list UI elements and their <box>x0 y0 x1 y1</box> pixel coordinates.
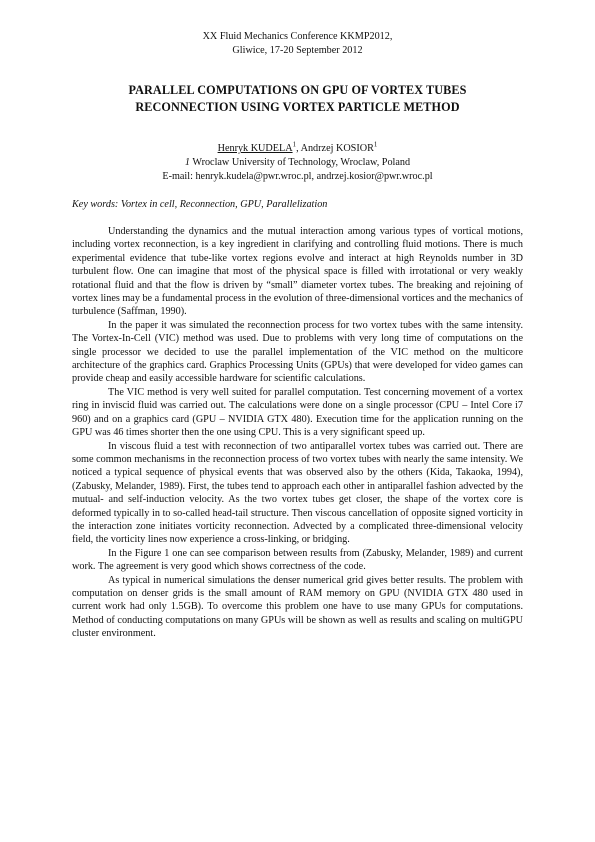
author-1-name: Henryk KUDELA <box>217 143 293 154</box>
paragraph-2: In the paper it was simulated the reconnection process for two vortex tubes with the same intensity. The Vortex-In-Cell (VIC) method was used. Due to problems with very long time of computations on the single processor we decided to use the parallel implementation of the VIC method on the multicore architecture of the graphics card. Graphics Processing Units (GPUs) that were developed for video games can provide cheap and easily accessible hardware for scientific calculations. <box>72 319 523 385</box>
paragraph-3: The VIC method is very well suited for parallel computation. Test concerning movement of a vortex ring in inviscid fluid was carried out. The calculations were done on a single processor (CPU – Intel Core i7 960) and on a graphics card (GPU – NVIDIA GTX 480). Execution time for the application running on the GPU was 46 times shorter then the one using CPU. This is a very significant speed up. <box>72 386 523 439</box>
title-line-1: PARALLEL COMPUTATIONS ON GPU OF VORTEX TUBES <box>128 83 467 97</box>
conference-header <box>72 30 523 57</box>
paragraph-5: In the Figure 1 one can see comparison between results from (Zabusky, Melander, 1989) and current work. The agreement is very good which shows correctness of the code. <box>72 547 523 573</box>
keywords: Key words: Vortex in cell, Reconnection, GPU, Parallelization <box>72 199 328 210</box>
paragraph-1: Understanding the dynamics and the mutual interaction among various types of vortical motions, including vortex reconnection, is a key ingredient in clarifying and controlling fluid motions. There is much experimental evidence that tube-like vortex regions evolve and interact at high Reynolds number in 3D turbulent flow. One can imagine that most of the physical space is filled with irrotational or very weakly rotational fluid and that the flow is driven by “small” diameter vortex tubes. The breaking and rejoining of vortex lines may be a fundamental process in the evolution of three-dimensional vortices and the mechanics of turbulence (Saffman, 1990). <box>72 226 523 318</box>
author-1-affiliation-mark: 1 <box>292 140 297 149</box>
affiliation-text: Wroclaw University of Technology, Wroclaw, Poland <box>190 157 411 168</box>
author-2-affiliation-mark: 1 <box>373 140 378 149</box>
affiliation <box>72 156 523 170</box>
conference-place-date: Gliwice, 17-20 September 2012 <box>232 44 363 56</box>
conference-name: XX Fluid Mechanics Conference KKMP2012, <box>202 31 393 42</box>
author-list <box>72 142 523 156</box>
author-2-name: Andrzej KOSIOR <box>300 143 374 154</box>
abstract-body <box>72 225 523 641</box>
affiliation-number: 1 <box>184 157 190 168</box>
title-line-2: RECONNECTION USING VORTEX PARTICLE METHOD <box>135 100 460 114</box>
author-separator: , <box>296 143 301 154</box>
paper-title <box>72 82 523 116</box>
paragraph-6: As typical in numerical simulations the denser numerical grid gives better results. The problem with computation on denser grids is the small amount of RAM memory on GPU (NVIDIA GTX 480 used in current work had only 1.5GB). To overcome this problem one have to use many GPUs for computations. Method of conducting computations on many GPUs will be shown as well as results and scaling on multiGPU cluster environment. <box>72 574 523 640</box>
paragraph-4: In viscous fluid a test with reconnection of two antiparallel vortex tubes was carried out. There are some common mechanisms in the reconnection process of two vortex tubes with nearly the same intensity. We noticed a typical sequence of physical events that was observed also by the others (Kida, Takaoka, 1994), (Zabusky, Melander, 1989). First, the tubes tend to approach each other in antiparallel fashion advected by the mutual- and self-induction velocity. As the two vortex tubes get closer, the shape of the vortex core is deformed typically in to so-called head-tail structure. Then viscous cancellation of opposite signed vorticity in the interaction zone initiates vorticity reconnection. Advected by a complicated three-dimensional velocity field, the vorticity lines now experience a cross-linking, or bridging. <box>72 440 523 546</box>
author-emails: E-mail: henryk.kudela@pwr.wroc.pl, andrzej.kosior@pwr.wroc.pl <box>162 171 433 182</box>
